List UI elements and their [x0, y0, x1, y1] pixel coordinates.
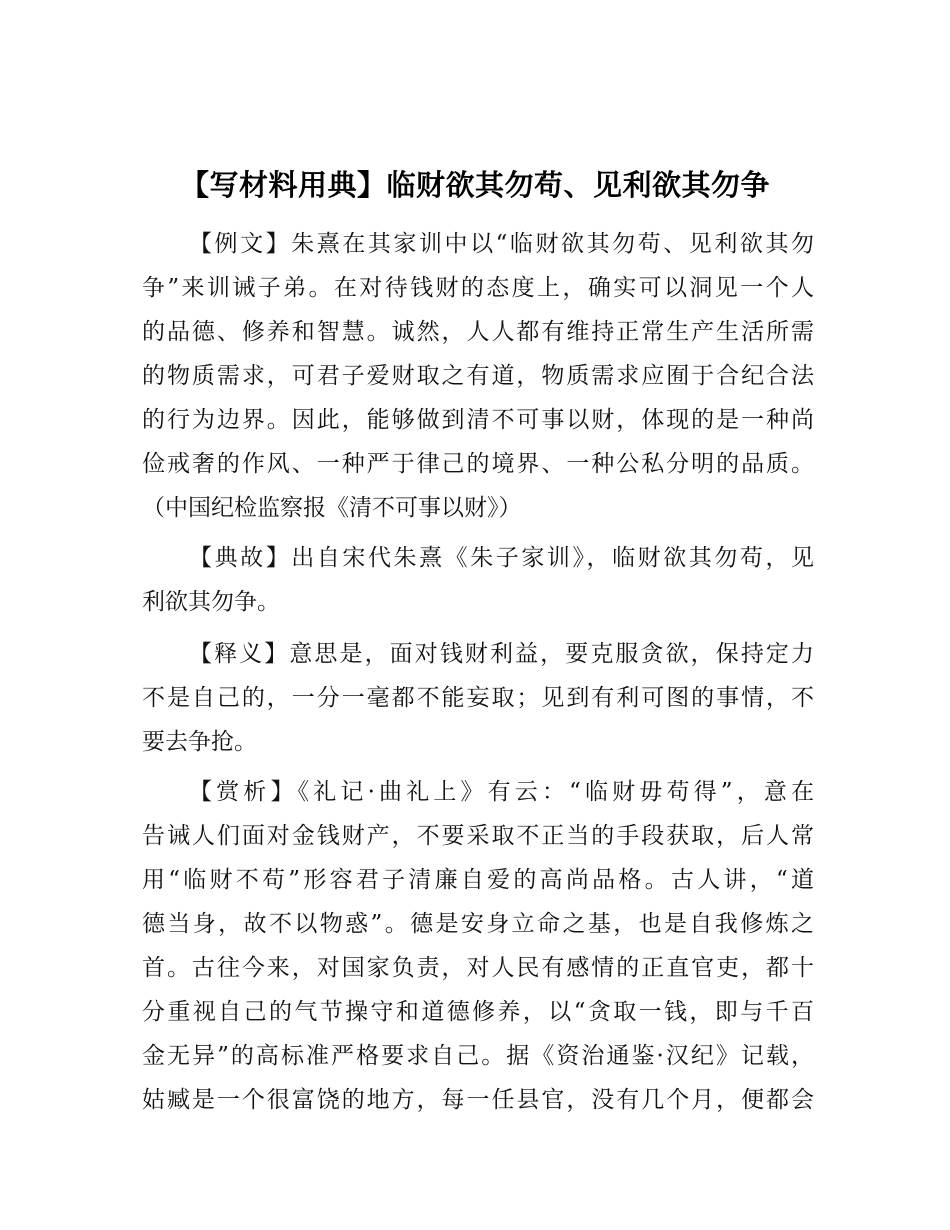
paragraph-line: 不是自己的，一分一毫都不能妄取；见到有利可图的事情，不	[142, 685, 814, 711]
paragraph-line: 用“临财不苟”形容君子清廉自爱的高尚品格。古人讲，“道	[142, 867, 814, 893]
paragraph-line: 利欲其勿争。	[142, 589, 280, 615]
paragraph-line: 的行为边界。因此，能够做到清不可事以财，体现的是一种尚	[142, 407, 814, 433]
paragraph-appreciation	[142, 770, 814, 1122]
paragraph-line: 德当身，故不以物惑”。德是安身立命之基，也是自我修炼之	[142, 911, 814, 937]
paragraph-example	[142, 222, 814, 530]
paragraph-line: 俭戒奢的作风、一种严于律己的境界、一种公私分明的品质。	[142, 451, 814, 477]
paragraph-line: 【典故】出自宋代朱熹《朱子家训》，临财欲其勿苟，见	[189, 545, 814, 571]
paragraph-allusion	[142, 536, 814, 624]
paragraph-line: （中国纪检监察报《清不可事以财》）	[142, 495, 522, 521]
paragraph-line: 金无异”的高标准严格要求自己。据《资治通鉴·汉纪》记载，	[142, 1043, 814, 1069]
paragraph-meaning	[142, 632, 814, 764]
paragraph-line: 【例文】朱熹在其家训中以“临财欲其勿苟、见利欲其勿	[189, 231, 814, 257]
paragraph-line: 首。古往今来，对国家负责，对人民有感情的正直官吏，都十	[142, 955, 814, 981]
document-title: 【写材料用典】临财欲其勿苟、见利欲其勿争	[179, 168, 770, 202]
paragraph-line: 要去争抢。	[142, 729, 257, 755]
paragraph-line: 争”来训诫子弟。在对待钱财的态度上，确实可以洞见一个人	[142, 275, 814, 301]
paragraph-line: 【赏析】《礼记·曲礼上》有云：“临财毋苟得”，意在	[189, 779, 814, 805]
paragraph-line: 姑臧是一个很富饶的地方，每一任县官，没有几个月，便都会	[142, 1087, 814, 1113]
paragraph-line: 告诫人们面对金钱财产，不要采取不正当的手段获取，后人常	[142, 823, 814, 849]
paragraph-line: 分重视自己的气节操守和道德修养，以“贪取一钱，即与千百	[142, 999, 814, 1025]
paragraph-line: 的品德、修养和智慧。诚然，人人都有维持正常生产生活所需	[142, 319, 814, 345]
paragraph-line: 的物质需求，可君子爱财取之有道，物质需求应囿于合纪合法	[142, 363, 814, 389]
paragraph-line: 【释义】意思是，面对钱财利益，要克服贪欲，保持定力	[189, 641, 814, 667]
